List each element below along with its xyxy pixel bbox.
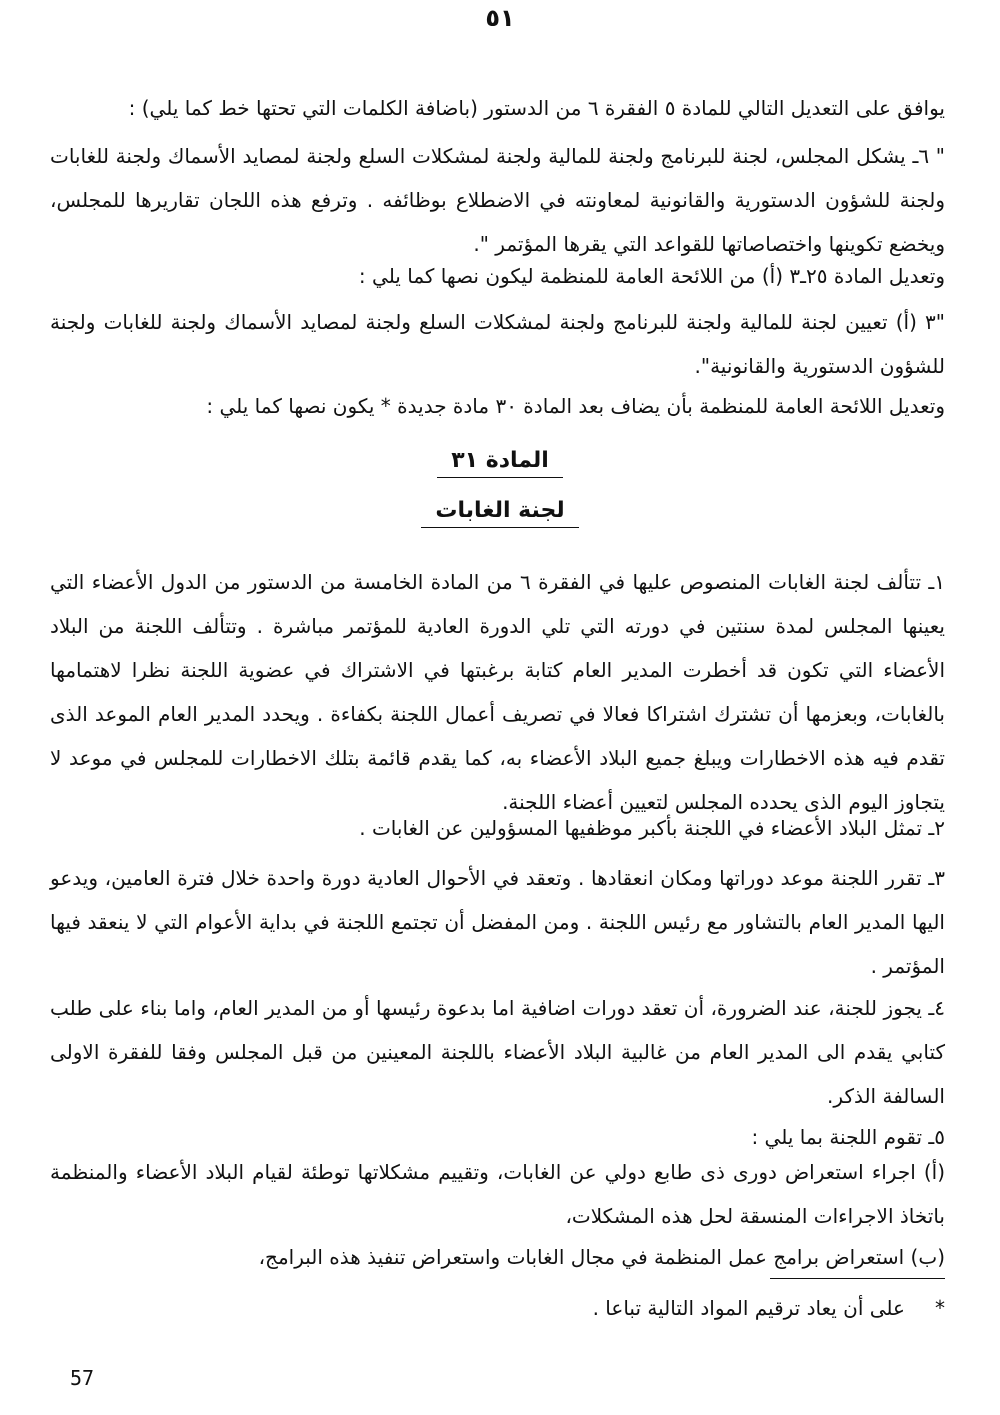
article-subtitle-text: لجنة الغابات xyxy=(421,498,578,528)
footnote-text: على أن يعاد ترقيم المواد التالية تباعا . xyxy=(592,1296,905,1320)
article-title xyxy=(0,448,1000,473)
clause-5-intro: ٥ـ تقوم اللجنة بما يلي : xyxy=(751,1125,945,1149)
clause-3: ٣ـ تقرر اللجنة موعد دوراتها ومكان انعقادها . وتعقد في الأحوال العادية دورة واحدة خلال فترة العامين، ويدعو اليها المدير العام بالتشاور مع رئيس اللجنة . ومن المفضل أن تجتمع اللجنة في بداية الأعوام التي لا ينعقد فيها المؤتمر . xyxy=(50,866,945,978)
page-number-arabic: ٥١ xyxy=(485,4,515,32)
rule-25-3-intro: وتعديل المادة ٢٥ـ٣ (أ) من اللائحة العامة للمنظمة ليكون نصها كما يلي : xyxy=(358,264,945,288)
article-title-text: المادة ٣١ xyxy=(437,448,563,478)
clause-5-a: (أ) اجراء استعراض دورى ذى طابع دولي عن الغابات، وتقييم مشكلاتها توطئة لقيام البلاد الأعضاء والمنظمة باتخاذ الاجراءات المنسقة لحل هذه المشكلات، xyxy=(50,1160,945,1228)
intro-lead: يوافق على التعديل التالي للمادة ٥ الفقرة ٦ من الدستور (باضافة الكلمات التي تحتها خط كما يلي) : xyxy=(128,96,945,120)
page-number: 57 xyxy=(70,1366,95,1390)
footnote-marker: * xyxy=(935,1296,945,1320)
footnote xyxy=(50,1288,945,1328)
rule-30-intro: وتعديل اللائحة العامة للمنظمة بأن يضاف بعد المادة ٣٠ مادة جديدة * يكون نصها كما يلي : xyxy=(206,394,945,418)
article-subtitle xyxy=(0,498,1000,523)
article-5-6-amendment: " ٦ـ يشكل المجلس، لجنة للبرنامج ولجنة للمالية ولجنة لمشكلات السلع ولجنة لمصايد الأسماك ولجنة للغابات ولجنة للشؤون الدستورية والقانونية لمعاونته في الاضطلاع بوظائفه . وترفع هذه اللجان تقاريرها للمجلس، ويخضع تكوينها واختصاصاتها للقواعد التي يقرها المؤتمر ". xyxy=(50,144,946,256)
clause-5-b: (ب) استعراض برامج عمل المنظمة في مجال الغابات واستعراض تنفيذ هذه البرامج، xyxy=(258,1245,945,1269)
rule-25-3-text: "٣ (أ) تعيين لجنة للمالية ولجنة للبرنامج ولجنة لمشكلات السلع ولجنة لمصايد الأسماك ولجنة للغابات ولجنة للشؤون الدستورية والقانونية". xyxy=(50,310,945,378)
clause-4: ٤ـ يجوز للجنة، عند الضرورة، أن تعقد دورات اضافية اما بدعوة رئيسها أو من المدير العام، واما بناء على طلب كتابي يقدم الى المدير العام من غالبية البلاد الأعضاء باللجنة المعينين من قبل المجلس وفقا للفقرة الاولى السالفة الذكر. xyxy=(50,996,945,1108)
clause-1: ١ـ تتألف لجنة الغابات المنصوص عليها في الفقرة ٦ من المادة الخامسة من الدستور من الدول الأعضاء التي يعينها المجلس لمدة سنتين في دورته التي تلي الدورة العادية للمؤتمر مباشرة . وتتألف اللجنة من البلاد الأعضاء التي تكون قد أخطرت المدير العام كتابة برغبتها في الاشتراك في عضوية اللجنة نظرا لاهتمامها بالغابات، وبعزمها أن تشترك اشتراكا فعالا في تصريف أعمال اللجنة بكفاءة . ويحدد المدير العام الموعد الذى تقدم فيه هذه الاخطارات ويبلغ جميع البلاد الأعضاء به، كما يقدم قائمة بتلك الاخطارات للمجلس في موعد لا يتجاوز اليوم الذى يحدده المجلس لتعيين أعضاء اللجنة. xyxy=(50,570,945,814)
clause-2: ٢ـ تمثل البلاد الأعضاء في اللجنة بأكبر موظفيها المسؤولين عن الغابات . xyxy=(359,816,945,840)
